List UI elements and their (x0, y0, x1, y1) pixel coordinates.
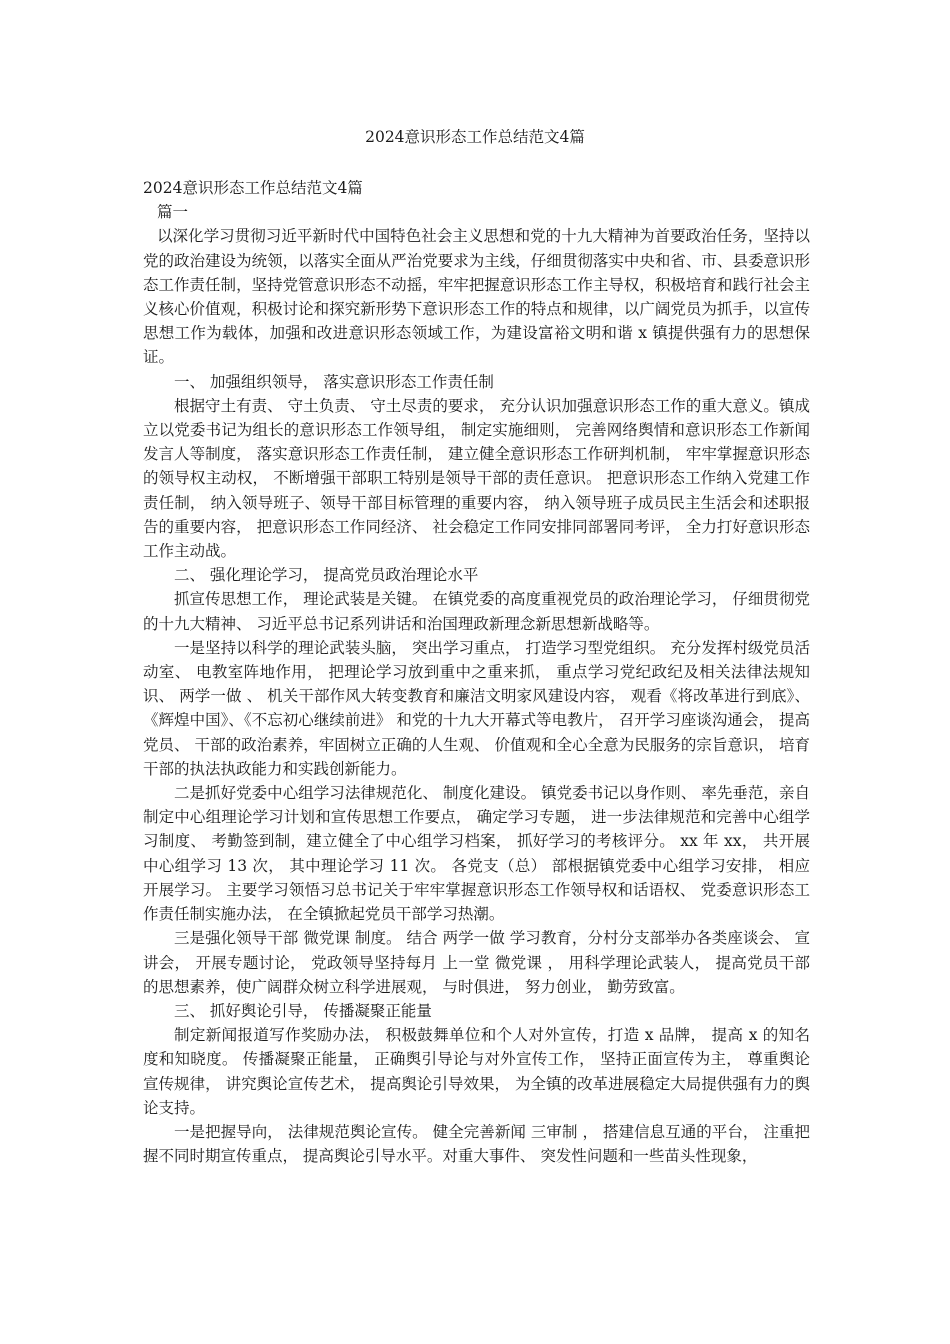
paragraph: 制定新闻报道写作奖励办法， 积极鼓舞单位和个人对外宣传，打造 x 品牌， 提高 x 的知名度和知晓度。 传播凝聚正能量， 正确舆引导论与对外宣传工作， 坚持正面宣传为主， 尊重舆论宣传规律， 讲究舆论宣传艺术， 提高舆论引导效果， 为全镇的改革进展稳定大局提供强有力的舆论支持。 (143, 1026, 810, 1117)
section-heading: 三、 抓好舆论引导， 传播凝聚正能量 (174, 1001, 432, 1020)
paragraph: 一是坚持以科学的理论武装头脑， 突出学习重点， 打造学习型党组织。 充分发挥村级党员活动室、 电教室阵地作用， 把理论学习放到重中之重来抓， 重点学习党纪政纪及相关法律法规知识、 两学一做 、 机关干部作风大转变教育和廉洁文明家风建设内容， 观看《将改革进行到底》、《辉煌中国》、《不忘初心继续前进》 和党的十九大开幕式等电教片， 召开学习座谈沟通会， 提高党员、 干部的政治素养，牢固树立正确的人生观、 价值观和全心全意为民服务的宗旨意识， 培育干部的执法执政能力和实践创新能力。 (143, 638, 810, 778)
document-title: 2024意识形态工作总结范文4篇 (365, 128, 585, 146)
paragraph: 一是把握导向， 法律规范舆论宣传。 健全完善新闻 三审制 ， 搭建信息互通的平台， 注重把握不同时期宣传重点， 提高舆论引导水平。对重大事件、 突发性问题和一些苗头性现象， (143, 1122, 810, 1166)
section-heading: 一、 加强组织领导， 落实意识形态工作责任制 (174, 372, 494, 391)
paragraph: 二是抓好党委中心组学习法律规范化、 制度化建设。 镇党委书记以身作则、 率先垂范，亲自制定中心组理论学习计划和宣传思想工作要点， 确定学习专题， 进一步法律规范和完善中心组学习制度、 考勤签到制，建立健全了中心组学习档案， 抓好学习的考核评分。 xx 年 xx， 共开展中心组学习 13 次， 其中理论学习 11 次。 各党支（总） 部根据镇党委中心组学习安排， 相应开展学习。 主要学习领悟习总书记关于牢牢掌握意识形态工作领导权和话语权、 党委意识形态工作责任制实施办法， 在全镇掀起党员干部学习热潮。 (143, 784, 810, 924)
paragraph: 三是强化领导干部 微党课 制度。 结合 两学一做 学习教育，分村分支部举办各类座谈会、 宣讲会， 开展专题讨论， 党政领导坚持每月 上一堂 微党课 ， 用科学理论武装人， 提高党员干部的思想素养，使广阔群众树立科学进展观， 与时俱进， 努力创业， 勤劳致富。 (143, 929, 810, 996)
document-body (143, 176, 810, 1168)
part-label: 篇一 (156, 203, 188, 222)
paragraph: 抓宣传思想工作， 理论武装是关键。 在镇党委的高度重视党员的政治理论学习， 仔细贯彻党的十九大精神、 习近平总书记系列讲话和治国理政新理念新思想新战略等。 (143, 590, 810, 633)
section-heading: 二、 强化理论学习， 提高党员政治理论水平 (174, 566, 479, 585)
document-subtitle: 2024意识形态工作总结范文4篇 (143, 179, 363, 197)
paragraph: 根据守土有责、 守土负责、 守土尽责的要求， 充分认识加强意识形态工作的重大意义。镇成立以党委书记为组长的意识形态工作领导组， 制定实施细则， 完善网络舆情和意识形态工作新闻发言人等制度， 落实意识形态工作责任制， 建立健全意识形态工作研判机制， 牢牢掌握意识形态的领导权主动权， 不断增强干部职工特别是领导干部的责任意识。 把意识形态工作纳入党建工作责任制， 纳入领导班子、领导干部目标管理的重要内容， 纳入领导班子成员民主生活会和述职报告的重要内容， 把意识形态工作同经济、 社会稳定工作同安排同部署同考评， 全力打好意识形态工作主动战。 (143, 396, 810, 561)
paragraph: 以深化学习贯彻习近平新时代中国特色社会主义思想和党的十九大精神为首要政治任务，坚持以党的政治建设为统领，以落实全面从严治党要求为主线，仔细贯彻落实中央和省、市、县委意识形态工作责任制，坚持党管意识形态不动摇，牢牢把握意识形态工作主导权，积极培育和践行社会主义核心价值观，积极讨论和探究新形势下意识形态工作的特点和规律，以广阔党员为抓手，以宣传思想工作为载体，加强和改进意识形态领域工作，为建设富裕文明和谐 x 镇提供强有力的思想保证。 (143, 227, 810, 367)
